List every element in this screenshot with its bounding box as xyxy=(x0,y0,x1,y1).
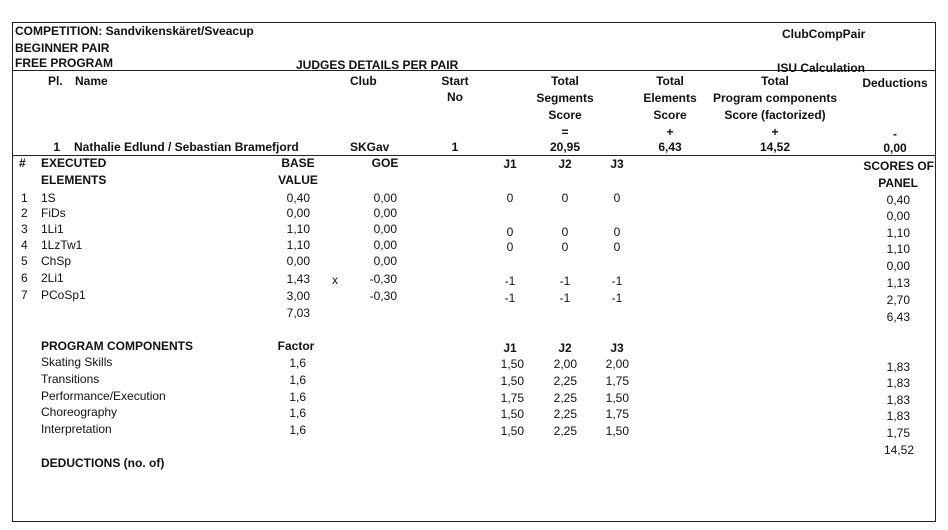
competition-name: COMPETITION: Sandvikenskäret/Sveacup xyxy=(15,24,254,38)
segment-name: FREE PROGRAM xyxy=(15,56,114,70)
name-heading: Name xyxy=(75,74,108,88)
factor-heading: Factor xyxy=(277,339,315,353)
right-border xyxy=(935,22,936,522)
component-j3-heading: J3 xyxy=(610,341,624,355)
element-goe: 0,00 xyxy=(373,191,397,205)
component-name: Skating Skills xyxy=(41,355,113,369)
element-j3-heading: J3 xyxy=(610,157,624,171)
component-j2: 2,25 xyxy=(553,391,577,405)
pcs-heading-2: Program components xyxy=(712,91,838,105)
component-factor: 1,6 xyxy=(289,356,306,370)
components-total: 14,52 xyxy=(883,443,914,457)
element-j3: -1 xyxy=(611,274,623,288)
element-code: 1Li1 xyxy=(41,222,64,236)
pcs-heading-4: + xyxy=(771,125,779,139)
category-name: BEGINNER PAIR xyxy=(15,41,110,55)
skater-club: SKGav xyxy=(350,140,390,154)
element-j1: 0 xyxy=(506,240,514,254)
left-border xyxy=(12,22,13,522)
skater-start: 1 xyxy=(451,140,459,154)
hash-heading: # xyxy=(19,156,26,170)
element-goe: 0,00 xyxy=(373,254,397,268)
skater-tss: 20,95 xyxy=(549,140,581,154)
component-factor: 1,6 xyxy=(289,423,306,437)
element-code: 2Li1 xyxy=(41,271,64,285)
element-score: 1,13 xyxy=(886,276,910,290)
component-j3: 1,75 xyxy=(605,374,629,388)
top-border xyxy=(12,22,936,23)
skater-rank: 1 xyxy=(53,140,60,154)
element-code: 1S xyxy=(41,191,56,205)
element-j2: 0 xyxy=(561,225,569,239)
element-j2: 0 xyxy=(561,240,569,254)
element-code: 1LzTw1 xyxy=(41,238,83,252)
tes-heading-4: + xyxy=(666,125,674,139)
element-goe: 0,00 xyxy=(373,238,397,252)
component-j2: 2,00 xyxy=(553,357,577,371)
component-factor: 1,6 xyxy=(289,406,306,420)
base-value-total: 7,03 xyxy=(286,306,310,320)
pcs-heading-1: Total xyxy=(761,74,789,88)
element-base: 1,43 xyxy=(286,272,310,286)
bottom-border xyxy=(12,521,936,522)
component-factor: 1,6 xyxy=(289,390,306,404)
component-j2-heading: J2 xyxy=(558,341,572,355)
element-j3: 0 xyxy=(613,225,621,239)
element-j2-heading: J2 xyxy=(558,157,572,171)
skater-pcs: 14,52 xyxy=(759,140,791,154)
component-name: Transitions xyxy=(41,372,100,386)
element-j1: 0 xyxy=(506,225,514,239)
elements-heading-1: EXECUTED xyxy=(41,156,107,170)
component-j1: 1,50 xyxy=(500,357,524,371)
element-goe: -0,30 xyxy=(369,272,397,286)
components-heading: PROGRAM COMPONENTS xyxy=(41,339,194,353)
program-name: ClubCompPair xyxy=(782,27,866,41)
element-score: 0,40 xyxy=(886,193,910,207)
element-x: x xyxy=(332,273,338,287)
club-heading: Club xyxy=(350,74,377,88)
component-factor: 1,6 xyxy=(289,373,306,387)
component-j1: 1,75 xyxy=(500,391,524,405)
element-score: 0,00 xyxy=(886,259,910,273)
component-score: 1,83 xyxy=(886,409,910,423)
element-j1: -1 xyxy=(504,274,516,288)
element-score: 1,10 xyxy=(886,242,910,256)
skater-rule xyxy=(12,155,936,156)
page-title: JUDGES DETAILS PER PAIR xyxy=(296,58,459,72)
element-j1-heading: J1 xyxy=(503,157,517,171)
element-number: 7 xyxy=(21,288,28,302)
element-base: 0,00 xyxy=(286,254,310,268)
component-j3: 1,50 xyxy=(605,424,629,438)
element-score: 0,00 xyxy=(886,209,910,223)
base-value-heading-2: VALUE xyxy=(278,173,318,187)
element-j3: 0 xyxy=(613,240,621,254)
tes-heading-3: Score xyxy=(653,108,687,122)
component-j3: 1,50 xyxy=(605,391,629,405)
tss-heading-1: Total xyxy=(551,74,579,88)
deductions-heading-1: Deductions xyxy=(862,76,928,90)
element-number: 1 xyxy=(21,191,28,205)
element-base: 1,10 xyxy=(286,238,310,252)
element-base: 0,00 xyxy=(286,206,310,220)
rank-heading: Pl. xyxy=(48,74,63,88)
component-j1: 1,50 xyxy=(500,374,524,388)
component-score: 1,83 xyxy=(886,360,910,374)
skater-deductions: 0,00 xyxy=(883,141,907,155)
component-j1-heading: J1 xyxy=(503,341,517,355)
calculation-label: ISU Calculation xyxy=(777,61,866,75)
skater-name: Nathalie Edlund / Sebastian Bramefjord xyxy=(74,140,299,154)
component-j2: 2,25 xyxy=(553,424,577,438)
component-j2: 2,25 xyxy=(553,374,577,388)
element-j2: -1 xyxy=(559,274,571,288)
element-code: PCoSp1 xyxy=(41,288,86,302)
component-j3: 2,00 xyxy=(605,357,629,371)
element-j2: -1 xyxy=(559,291,571,305)
element-j1: 0 xyxy=(506,191,514,205)
element-j3: 0 xyxy=(613,191,621,205)
component-score: 1,83 xyxy=(886,376,910,390)
element-number: 3 xyxy=(21,222,28,236)
elements-heading-2: ELEMENTS xyxy=(41,173,107,187)
element-score: 2,70 xyxy=(886,293,910,307)
component-j1: 1,50 xyxy=(500,407,524,421)
element-number: 2 xyxy=(21,206,28,220)
element-number: 6 xyxy=(21,271,28,285)
goe-heading: GOE xyxy=(371,156,399,170)
element-goe: -0,30 xyxy=(369,289,397,303)
element-j2: 0 xyxy=(561,191,569,205)
component-score: 1,83 xyxy=(886,393,910,407)
component-j2: 2,25 xyxy=(553,407,577,421)
tss-heading-3: Score xyxy=(548,108,582,122)
element-code: FiDs xyxy=(41,206,66,220)
component-name: Performance/Execution xyxy=(41,389,166,403)
tes-heading-1: Total xyxy=(656,74,684,88)
element-number: 4 xyxy=(21,238,28,252)
element-code: ChSp xyxy=(41,254,72,268)
element-base: 1,10 xyxy=(286,222,310,236)
deductions-label: DEDUCTIONS (no. of) xyxy=(41,456,165,470)
element-base: 3,00 xyxy=(286,289,310,303)
element-goe: 0,00 xyxy=(373,222,397,236)
deductions-heading-2: - xyxy=(893,127,897,141)
start-heading-1: Start xyxy=(441,74,469,88)
element-j3: -1 xyxy=(611,291,623,305)
element-score: 1,10 xyxy=(886,226,910,240)
tes-heading-2: Elements xyxy=(643,91,697,105)
element-base: 0,40 xyxy=(286,191,310,205)
scores-of-panel-heading-1: SCORES OF xyxy=(863,159,934,173)
scores-of-panel-heading-2: PANEL xyxy=(878,176,918,190)
component-name: Choreography xyxy=(41,405,118,419)
element-number: 5 xyxy=(21,254,28,268)
component-name: Interpretation xyxy=(41,422,112,436)
tss-heading-4: = xyxy=(561,125,569,139)
element-j1: -1 xyxy=(504,291,516,305)
component-j3: 1,75 xyxy=(605,407,629,421)
pcs-heading-3: Score (factorized) xyxy=(724,108,826,122)
elements-score-total: 6,43 xyxy=(886,310,910,324)
tss-heading-2: Segments xyxy=(536,91,594,105)
component-j1: 1,50 xyxy=(500,424,524,438)
element-goe: 0,00 xyxy=(373,206,397,220)
base-value-heading-1: BASE xyxy=(281,156,315,170)
component-score: 1,75 xyxy=(886,426,910,440)
start-heading-2: No xyxy=(447,90,463,104)
skater-tes: 6,43 xyxy=(658,140,682,154)
